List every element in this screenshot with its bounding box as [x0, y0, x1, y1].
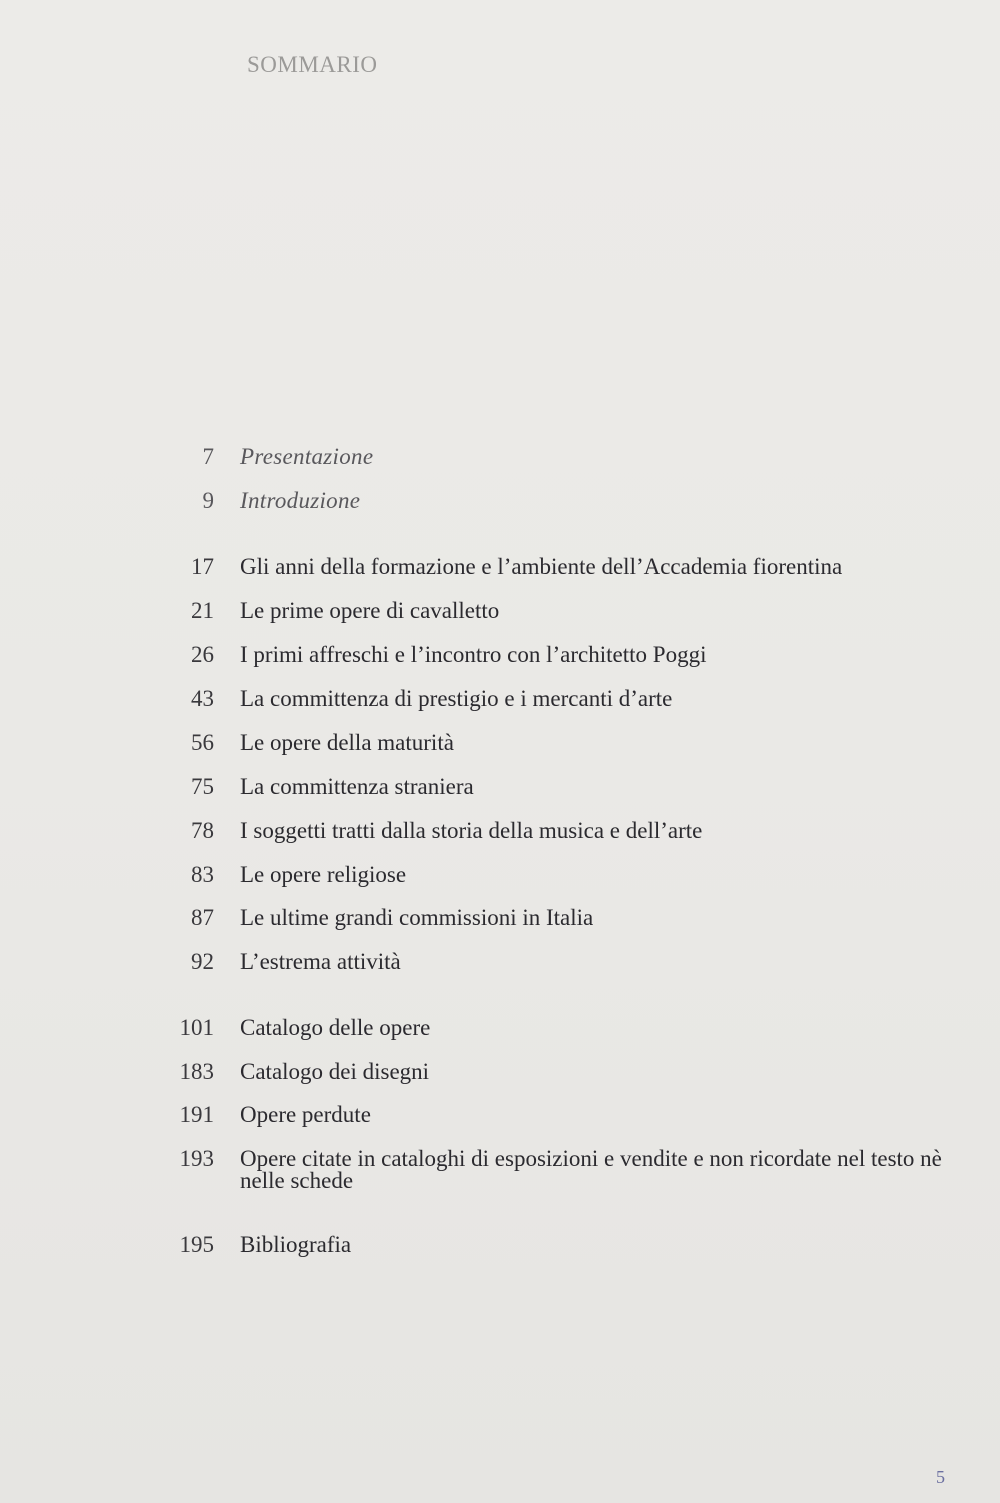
toc-page-number: 9: [202, 488, 214, 513]
toc-page-number: 17: [191, 554, 214, 579]
toc-title: La committenza di prestigio e i mercanti d’arte: [240, 686, 673, 711]
toc-title: Opere perdute: [240, 1102, 371, 1127]
toc-page-number: 193: [179, 1146, 214, 1171]
toc-page-number: 21: [191, 598, 214, 623]
toc-title: La committenza straniera: [240, 774, 474, 799]
toc-page-number: 101: [179, 1015, 214, 1040]
page-number: 5: [936, 1467, 945, 1487]
toc-title: Le opere della maturità: [240, 730, 454, 755]
toc-title: Catalogo dei disegni: [240, 1059, 430, 1084]
toc-page-number: 75: [191, 774, 214, 799]
toc-title: Le prime opere di cavalletto: [240, 598, 500, 623]
toc-title: Le ultime grandi commissioni in Italia: [240, 905, 594, 930]
toc-page-number: 83: [191, 862, 214, 887]
toc-page-number: 26: [191, 642, 214, 667]
toc-page-number: 7: [202, 444, 214, 469]
toc-page-number: 92: [191, 949, 214, 974]
page-heading: SOMMARIO: [247, 52, 378, 77]
toc-title: I primi affreschi e l’incontro con l’architetto Poggi: [240, 642, 707, 667]
toc-title: Le opere religiose: [240, 862, 407, 887]
toc-title: Bibliografia: [240, 1232, 352, 1257]
toc-title: Introduzione: [240, 488, 361, 513]
toc-title: Catalogo delle opere: [240, 1015, 431, 1040]
toc-page-number: 78: [191, 818, 214, 843]
toc-title: Presentazione: [240, 444, 374, 469]
toc-page-number: 87: [191, 905, 214, 930]
toc-page-number: 183: [179, 1059, 214, 1084]
toc-title: Gli anni della formazione e l’ambiente dell’Accademia fiorentina: [240, 554, 843, 579]
toc-page-number: 195: [179, 1232, 214, 1257]
toc-page-number: 191: [179, 1102, 214, 1127]
toc-title: I soggetti tratti dalla storia della musica e dell’arte: [240, 818, 703, 843]
toc-page-number: 43: [191, 686, 214, 711]
toc-page-number: 56: [191, 730, 214, 755]
toc-title: Opere citate in cataloghi di esposizioni e vendite e non ricordate nel testo nè nelle schede: [240, 1146, 942, 1193]
toc-title: L’estrema attività: [240, 949, 401, 974]
